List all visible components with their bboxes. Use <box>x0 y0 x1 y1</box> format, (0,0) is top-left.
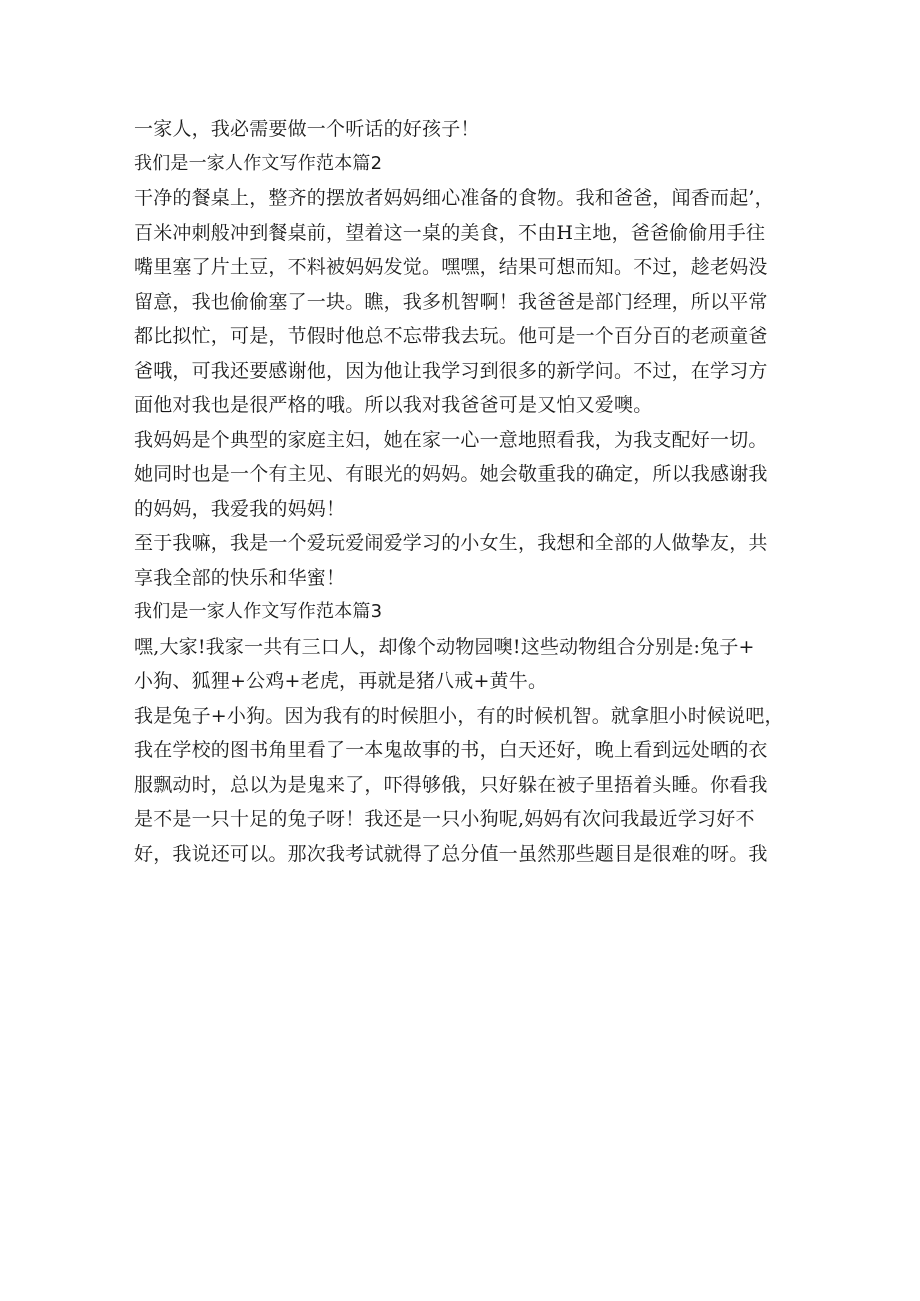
text-line: 嘴里塞了片土豆，不料被妈妈发觉。嘿嘿，结果可想而知。不过，趁老妈没 <box>134 256 768 278</box>
text-line: 一家人，我必需要做一个听话的好孩子！ <box>134 118 480 140</box>
document-page <box>134 112 798 871</box>
text-line: 我妈妈是个典型的家庭主妇，她在家一心一意地照看我，为我支配好一切。 <box>134 428 768 451</box>
text-line: 留意，我也偷偷塞了一块。瞧，我多机智啊！我爸爸是部门经理，所以平常 <box>134 290 768 313</box>
text-line: 干净的餐桌上，整齐的摆放者妈妈细心准备的食物。我和爸爸，闻香而起’， <box>134 187 774 209</box>
text-line: 嘿,大家!我家一共有三口人，却像个动物园噢!这些动物组合分别是:兔子+ <box>134 635 755 658</box>
text-line: 至于我嘛，我是一个爱玩爱闹爱学习的小女生，我想和全部的人做挚友，共 <box>134 532 768 554</box>
text-line: 享我全部的快乐和华蜜！ <box>134 566 346 589</box>
text-line: 我在学校的图书角里看了一本鬼故事的书，白天还好，晚上看到远处晒的衣 <box>134 739 768 761</box>
text-line: 爸哦，可我还要感谢他，因为他让我学习到很多的新学问。不过，在学习方 <box>134 359 768 382</box>
text-line: 百米冲刺般冲到餐桌前，望着这一桌的美食，不由H主地，爸爸偷偷用手往 <box>134 221 766 244</box>
text-line: 她同时也是一个有主见、有眼光的妈妈。她会敬重我的确定，所以我感谢我 <box>134 463 768 485</box>
section-heading: 我们是一家人作文写作范本篇2 <box>134 152 383 174</box>
text-line: 面他对我也是很严格的哦。所以我对我爸爸可是又怕又爱噢。 <box>134 394 653 416</box>
text-line: 都比拟忙，可是，节假时他总不忘带我去玩。他可是一个百分百的老顽童爸 <box>134 325 768 347</box>
text-line: 小狗、狐狸+公鸡+老虎，再就是猪八戒+黄牛。 <box>134 670 548 692</box>
section-heading: 我们是一家人作文写作范本篇3 <box>134 601 383 622</box>
text-line: 的妈妈，我爱我的妈妈！ <box>134 497 346 520</box>
text-line: 我是兔子+小狗。因为我有的时候胆小，有的时候机智。就拿胆小时候说吧， <box>134 704 784 727</box>
text-line: 是不是一只十足的兔子呀！我还是一只小狗呢,妈妈有次问我最近学习好不 <box>134 808 755 830</box>
text-line: 服飘动时，总以为是鬼来了，吓得够俄，只好躲在被子里捂着头睡。你看我 <box>134 773 768 796</box>
text-line: 好，我说还可以。那次我考试就得了总分值一虽然那些题目是很难的呀。我 <box>134 842 768 865</box>
